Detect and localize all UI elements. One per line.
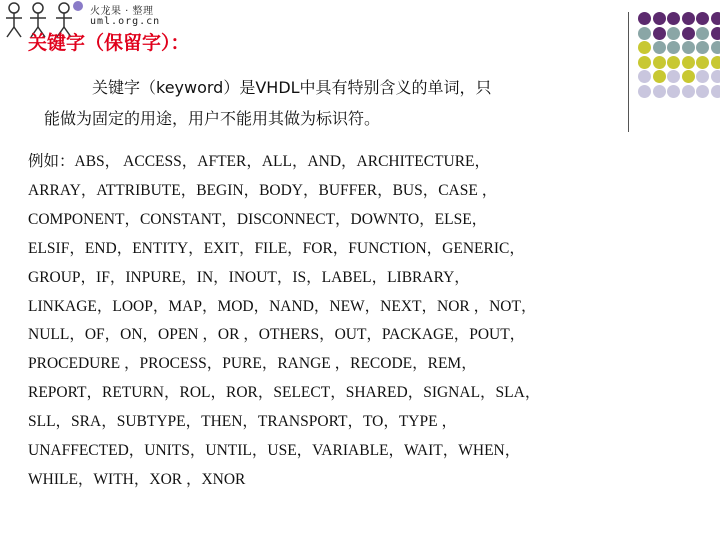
keyword-line: NULL，OF，ON，OPEN ，OR ，OTHERS，OUT，PACKAGE，POUT， <box>28 326 526 344</box>
decorative-dot <box>711 70 720 83</box>
keyword-line: COMPONENT，CONSTANT，DISCONNECT，DOWNTO，ELSE， <box>28 210 488 228</box>
decorative-dot <box>653 56 666 69</box>
keyword-list <box>28 148 708 495</box>
keyword-line: 例如：ABS， ACCESS，AFTER，ALL，AND，ARCHITECTURE， <box>28 153 491 170</box>
decorative-dot <box>696 70 709 83</box>
decorative-dot <box>638 27 651 40</box>
decorative-dot <box>667 27 680 40</box>
decorative-dot <box>667 85 680 98</box>
logo-brand-url: uml.org.cn <box>90 16 161 27</box>
intro-paragraph <box>44 72 604 134</box>
decorative-dot <box>711 56 720 69</box>
decorative-dot <box>696 27 709 40</box>
decorative-dot <box>638 56 651 69</box>
decorative-dot <box>711 41 720 54</box>
logo-brand-name: 火龙果 · 整理 <box>90 6 154 17</box>
intro-line: 关键字（keyword）是VHDL中具有特别含义的单词，只 <box>92 78 492 97</box>
decorative-dot <box>667 41 680 54</box>
decorative-dot <box>667 56 680 69</box>
decorative-dot <box>653 12 666 25</box>
decorative-dot <box>711 27 720 40</box>
decorative-dot <box>711 12 720 25</box>
decorative-dot <box>696 12 709 25</box>
keyword-line: REPORT，RETURN，ROL，ROR，SELECT，SHARED，SIGNAL，SLA， <box>28 384 541 402</box>
decorative-dot <box>638 85 651 98</box>
keyword-line: UNAFFECTED，UNITS，UNTIL，USE，VARIABLE，WAIT，WHEN， <box>28 442 521 460</box>
decorative-dot <box>696 85 709 98</box>
decorative-dot <box>696 41 709 54</box>
slide-title: 关键字（保留字）： <box>28 32 190 54</box>
decorative-dot <box>667 12 680 25</box>
decorative-dot <box>682 70 695 83</box>
divider-line <box>628 12 629 132</box>
decorative-dot <box>638 12 651 25</box>
decorative-dot <box>653 41 666 54</box>
decorative-dot <box>696 56 709 69</box>
decorative-dot <box>653 27 666 40</box>
decorative-dot <box>682 56 695 69</box>
decorative-dot <box>711 85 720 98</box>
decorative-dot <box>638 70 651 83</box>
keyword-line: LINKAGE，LOOP，MAP，MOD，NAND，NEW，NEXT，NOR ，NOT， <box>28 297 537 315</box>
keyword-line: PROCEDURE ，PROCESS，PURE，RANGE ，RECODE，REM， <box>28 355 477 373</box>
decorative-dot <box>682 12 695 25</box>
intro-line: 能做为固定的用途，用户不能用其做为标识符。 <box>44 109 381 128</box>
keyword-line: SLL，SRA，SUBTYPE，THEN，TRANSPORT，TO，TYPE ， <box>28 413 457 431</box>
decorative-dot <box>638 41 651 54</box>
keyword-line: WHILE，WITH，XOR ，XNOR <box>28 470 246 488</box>
decorative-dot <box>682 85 695 98</box>
decorative-dot <box>653 85 666 98</box>
keyword-line: ARRAY，ATTRIBUTE，BEGIN，BODY，BUFFER，BUS，CASE ， <box>28 181 498 199</box>
decorative-dot <box>653 70 666 83</box>
keyword-line: ELSIF，END，ENTITY，EXIT，FILE，FOR，FUNCTION，GENERIC， <box>28 239 525 257</box>
decorative-dot <box>682 27 695 40</box>
decorative-dot <box>682 41 695 54</box>
decorative-dot <box>667 70 680 83</box>
keyword-line: GROUP，IF，INPURE，IN，INOUT，IS，LABEL，LIBRARY， <box>28 268 470 286</box>
